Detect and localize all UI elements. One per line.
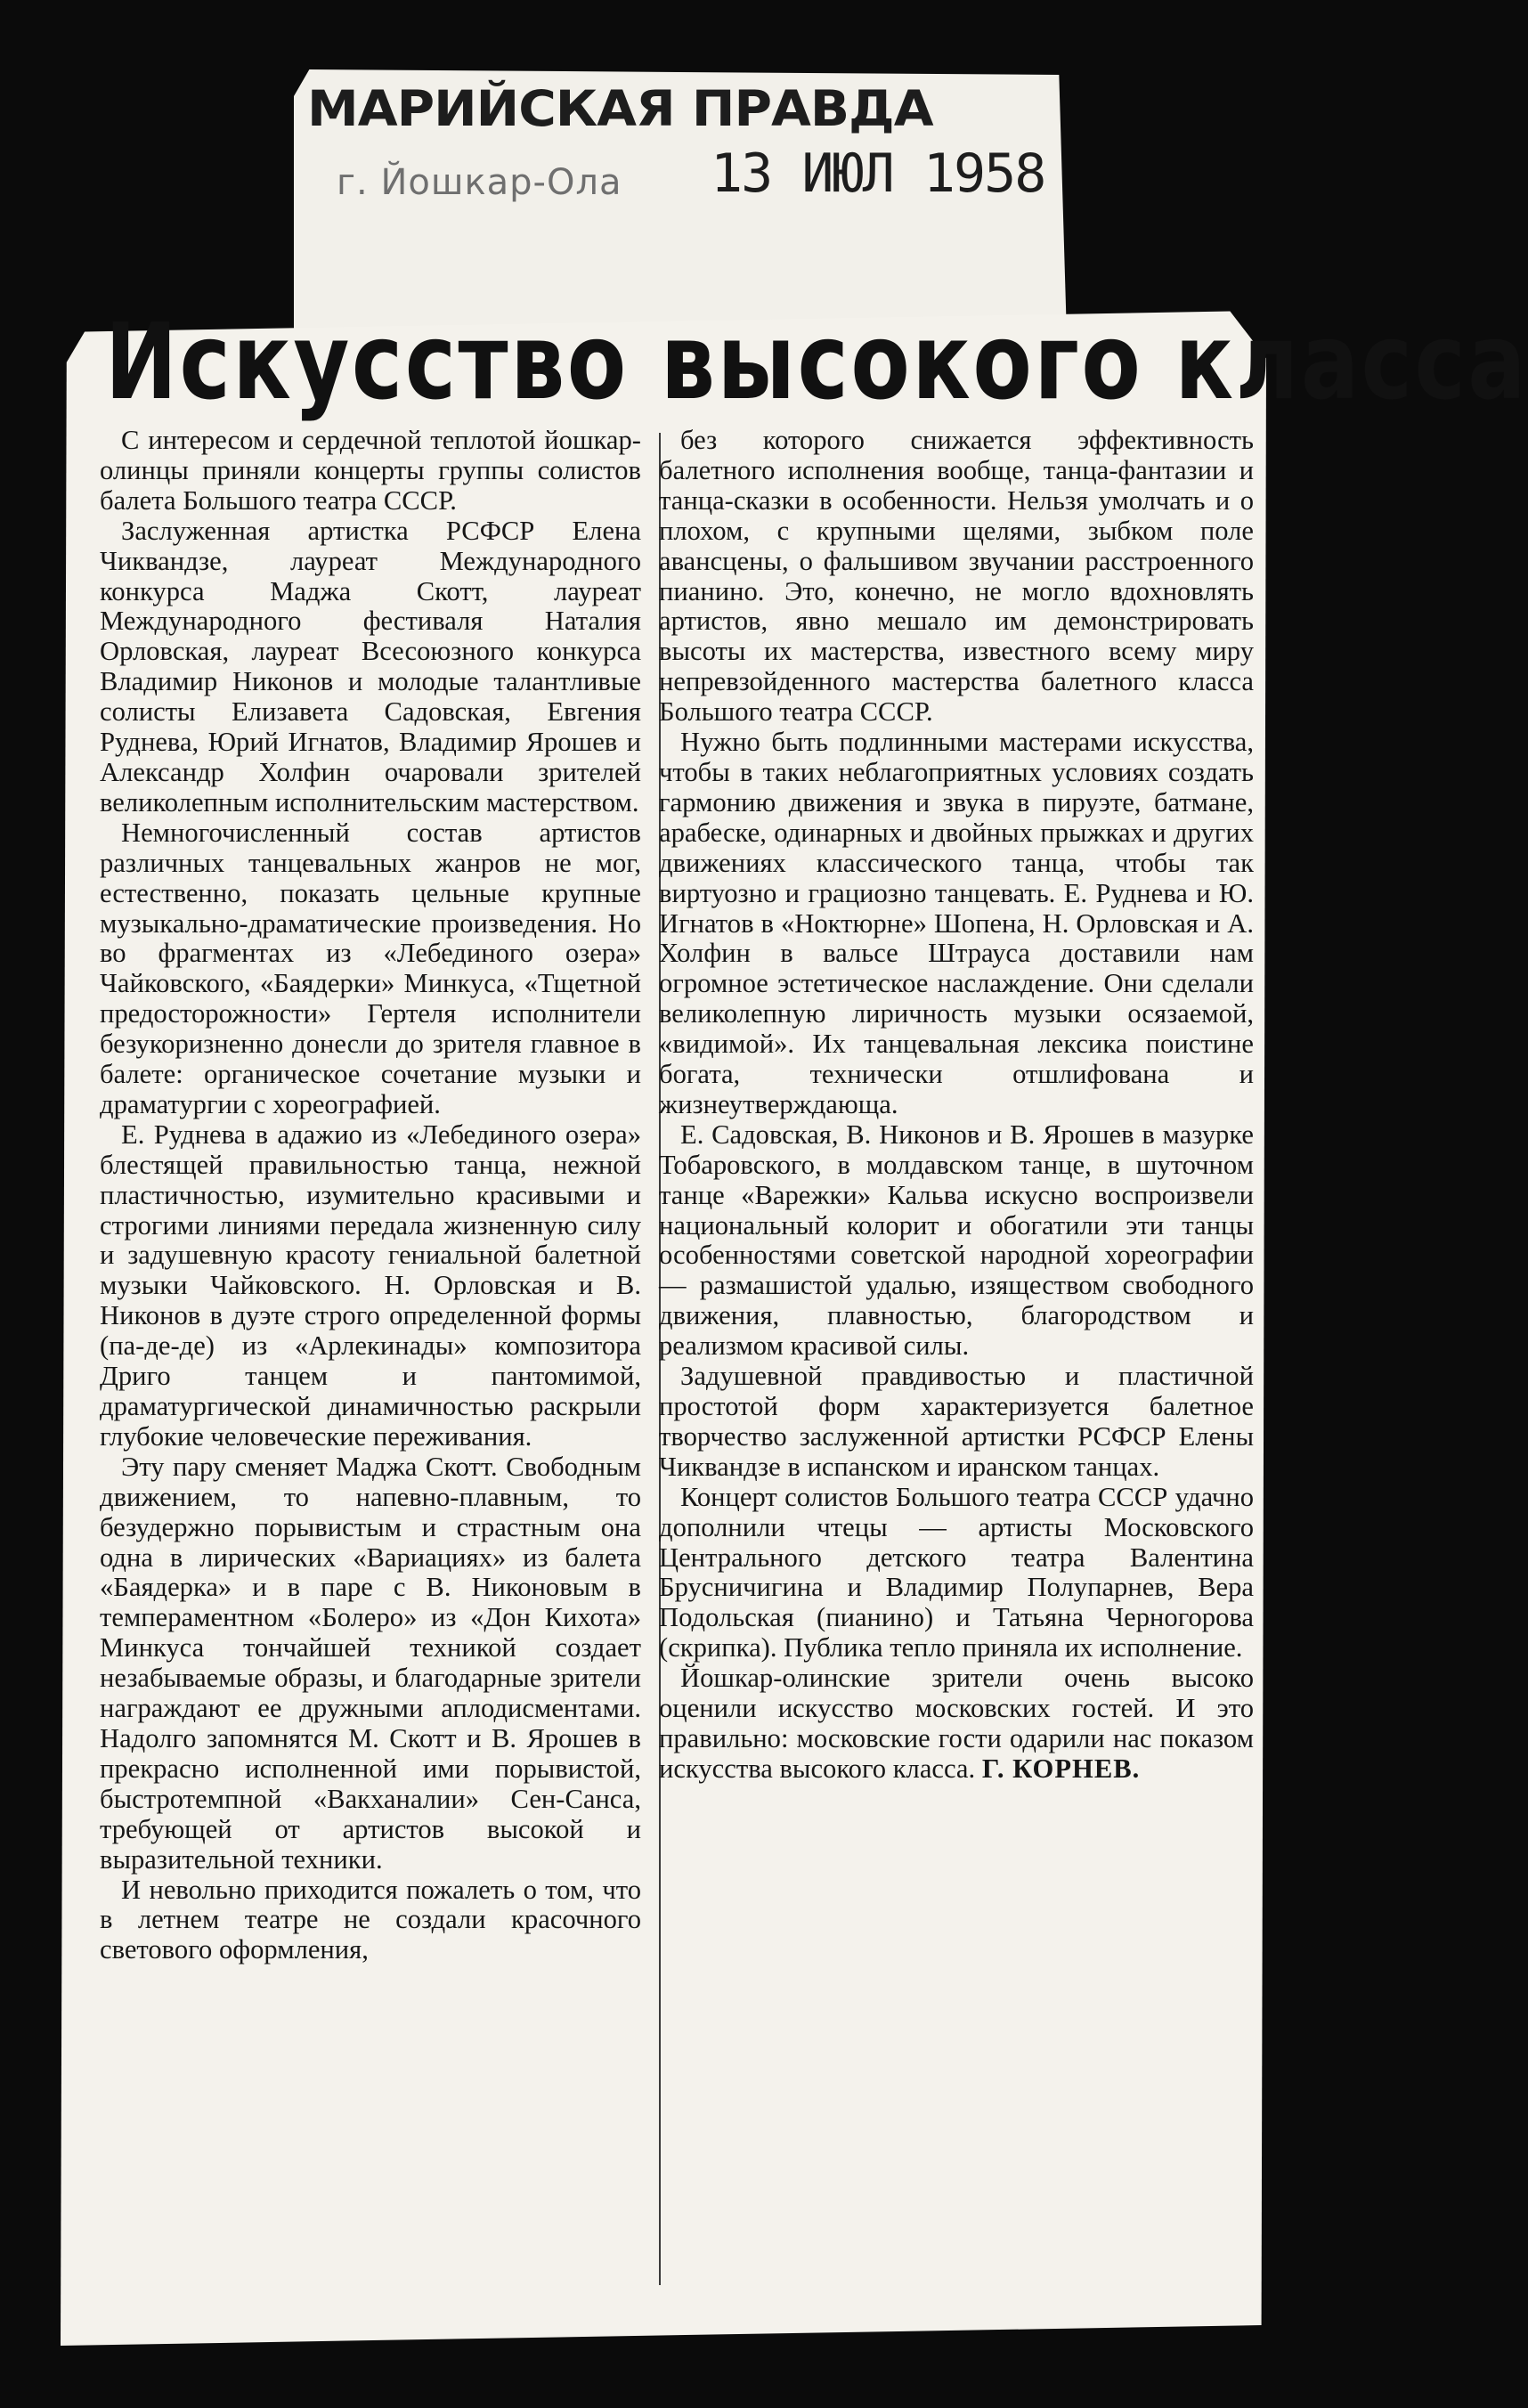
paragraph: Нужно быть подлинными мастерами искусства, чтобы в таких неблагоприятных условиях создать гармонию движения и звука в пируэте, батмане, арабеске, одинарных и двойных прыжках и других движениях классического танца, чтобы так виртуозно и грациозно танцевать. Е. Руднева и Ю. Игнатов в «Ноктюрне» Шопена, Н. Орловская и А. Холфин в вальсе Штрауса доставили нам огромное эстетическое наслаждение. Они сделали великолепную лиричность музыки осязаемой, «видимой». Их танцевальная лексика поистине богата, технически отшлифована и жизнеутверждающа. <box>659 727 1254 1119</box>
paragraph: И невольно приходится пожалеть о том, что в летнем театре не создали красочного светового оформления, <box>100 1874 641 1965</box>
paragraph: Концерт солистов Большого театра СССР удачно дополнили чтецы — артисты Московского Центрального детского театра Валентина Брусничигина и Владимир Полупарнев, Вера Подольская (пианино) и Татьяна Черногорова (скрипка). Публика тепло приняла их исполнение. <box>659 1481 1254 1664</box>
paragraph: Задушевной правдивостью и пластичной простотой форм характеризуется балетное творчество заслуженной артистки РСФСР Елены Чиквандзе в испанском и иранском танцах. <box>659 1361 1254 1482</box>
article-column-left <box>100 426 641 1965</box>
paragraph: Эту пару сменяет Маджа Скотт. Свободным движением, то напевно-плавным, то безудержно порывистым и страстным она одна в лирических «Вариациях» из балета «Баядерка» и в паре с В. Никоновым в темпераментном «Болеро» из «Дон Кихота» Минкуса тончайшей техникой создает незабываемые образы, и благодарные зрители награждают ее дружными аплодисментами. Надолго запомнятся М. Скотт и В. Ярошев в прекрасно исполненной ими порывистой, быстротемпной «Вакханалии» Сен-Санса, требующей от артистов высокой и выразительной техники. <box>100 1451 641 1875</box>
author-signature: Г. КОРНЕВ. <box>981 1753 1141 1784</box>
article-headline: Искусство высокого класса <box>105 300 1528 423</box>
article-column-right <box>659 426 1254 1785</box>
paragraph: Немногочисленный состав артистов различных танцевальных жанров не мог, естественно, показать цельные крупные музыкально-драматические произведения. Но во фрагментах из «Лебединого озера» Чайковского, «Баядерки» Минкуса, «Тщетной предосторожности» Гертеля исполнители безукоризненно донесли до зрителя главное в балете: органическое сочетание музыки и драматургии с хореографией. <box>100 817 641 1119</box>
paragraph: Заслуженная артистка РСФСР Елена Чиквандзе, лауреат Международного конкурса Маджа Скотт, лауреат Международного фестиваля Наталия Орловская, лауреат Всесоюзного конкурса Владимир Никонов и молодые талантливые солисты Елизавета Садовская, Евгения Руднева, Юрий Игнатов, Владимир Ярошев и Александр Холфин очаровали зрителей великолепным исполнительским мастерством. <box>100 515 641 818</box>
date-stamp: 13 ИЮЛ 1958 <box>711 142 1045 205</box>
newspaper-name: МАРИЙСКАЯ ПРАВДА <box>307 79 933 138</box>
paragraph: Йошкар-олинские зрители очень высоко оценили искусство московских гостей. И это правильно: московские гости одарили нас показом искусства высокого класса. <box>659 1663 1254 1784</box>
paragraph: Е. Садовская, В. Никонов и В. Ярошев в мазурке Тобаровского, в молдавском танце, в шуточном танце «Варежки» Кальва искусно воспроизвели национальный колорит и обогатили эти танцы особенностями советской народной хореографии — размашистой удалью, изяществом свободного движения, плавностью, благородством и реализмом красивой силы. <box>659 1119 1254 1362</box>
paragraph-final <box>659 1664 1254 1785</box>
paragraph: С интересом и сердечной теплотой йошкар-олинцы приняли концерты группы солистов балета Большого театра СССР. <box>100 425 641 516</box>
paragraph: Е. Руднева в адажио из «Лебединого озера» блестящей правильностью танца, нежной пластичностью, изумительно красивыми и строгими линиями передала жизненную силу и задушевную красоту гениальной балетной музыки Чайковского. Н. Орловская и В. Никонов в дуэте строго определенной формы (па-де-де) из «Арлекинады» композитора Дриго танцем и пантомимой, драматургической динамичностью раскрыли глубокие человеческие переживания. <box>100 1119 641 1452</box>
paragraph: без которого снижается эффективность балетного исполнения вообще, танца-фантазии и танца-сказки в особенности. Нельзя умолчать и о плохом, с крупными щелями, зыбком поле авансцены, о фальшивом звучании расстроенного пианино. Это, конечно, не могло вдохновлять артистов, явно мешало им демонстрировать высоты их мастерства, известного всему миру непревзойденного мастерства балетного класса Большого театра СССР. <box>659 425 1254 728</box>
newspaper-city: г. Йошкар-Ола <box>337 162 622 203</box>
